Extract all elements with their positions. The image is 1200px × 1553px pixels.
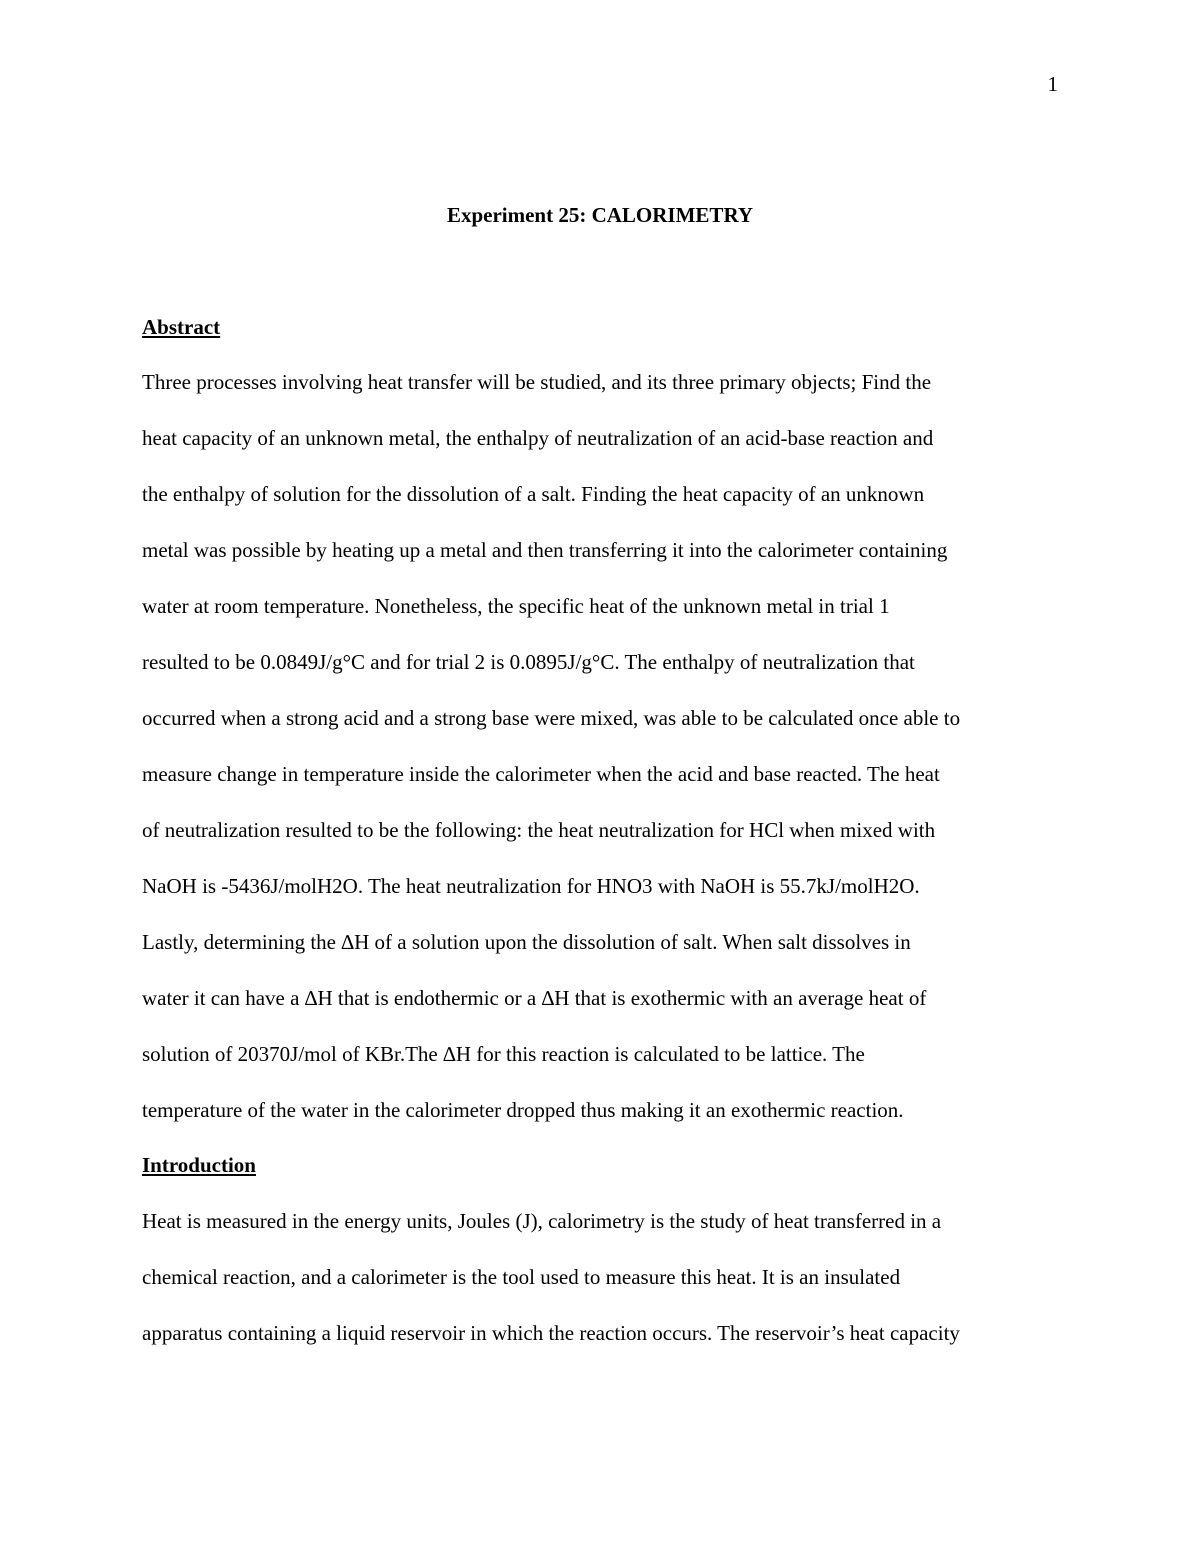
abstract-line: water it can have a ∆H that is endothermic or a ∆H that is exothermic with an average heat of [142,986,927,1010]
introduction-body [142,1207,1060,1375]
document-title: Experiment 25: CALORIMETRY [446,203,754,227]
abstract-line: heat capacity of an unknown metal, the enthalpy of neutralization of an acid-base reaction and [142,426,934,450]
abstract-line: temperature of the water in the calorimeter dropped thus making it an exothermic reaction. [142,1098,904,1122]
introduction-heading: Introduction [142,1153,256,1177]
abstract-line: measure change in temperature inside the calorimeter when the acid and base reacted. The heat [142,762,940,786]
abstract-line: resulted to be 0.0849J/g°C and for trial 2 is 0.0895J/g°C. The enthalpy of neutralization that [142,650,915,674]
introduction-line: chemical reaction, and a calorimeter is the tool used to measure this heat. It is an insulated [142,1265,901,1289]
abstract-heading: Abstract [142,315,221,339]
page-number: 1 [1047,72,1058,96]
abstract-line: metal was possible by heating up a metal and then transferring it into the calorimeter containing [142,538,948,562]
abstract-body [142,368,1060,1152]
abstract-line: the enthalpy of solution for the dissolution of a salt. Finding the heat capacity of an unknown [142,482,925,506]
abstract-line: occurred when a strong acid and a strong base were mixed, was able to be calculated once able to [142,706,961,730]
abstract-line: Three processes involving heat transfer will be studied, and its three primary objects; Find the [142,370,932,394]
abstract-line: solution of 20370J/mol of KBr.The ∆H for this reaction is calculated to be lattice. The [142,1042,865,1066]
introduction-line: apparatus containing a liquid reservoir in which the reaction occurs. The reservoir’s heat capacity [142,1321,960,1345]
abstract-line: NaOH is -5436J/molH2O. The heat neutralization for HNO3 with NaOH is 55.7kJ/molH2O. [142,874,920,898]
abstract-line: water at room temperature. Nonetheless, the specific heat of the unknown metal in trial 1 [142,594,890,618]
abstract-line: Lastly, determining the ∆H of a solution upon the dissolution of salt. When salt dissolves in [142,930,911,954]
abstract-line: of neutralization resulted to be the following: the heat neutralization for HCl when mixed with [142,818,936,842]
introduction-line: Heat is measured in the energy units, Joules (J), calorimetry is the study of heat transferred in a [142,1209,942,1233]
